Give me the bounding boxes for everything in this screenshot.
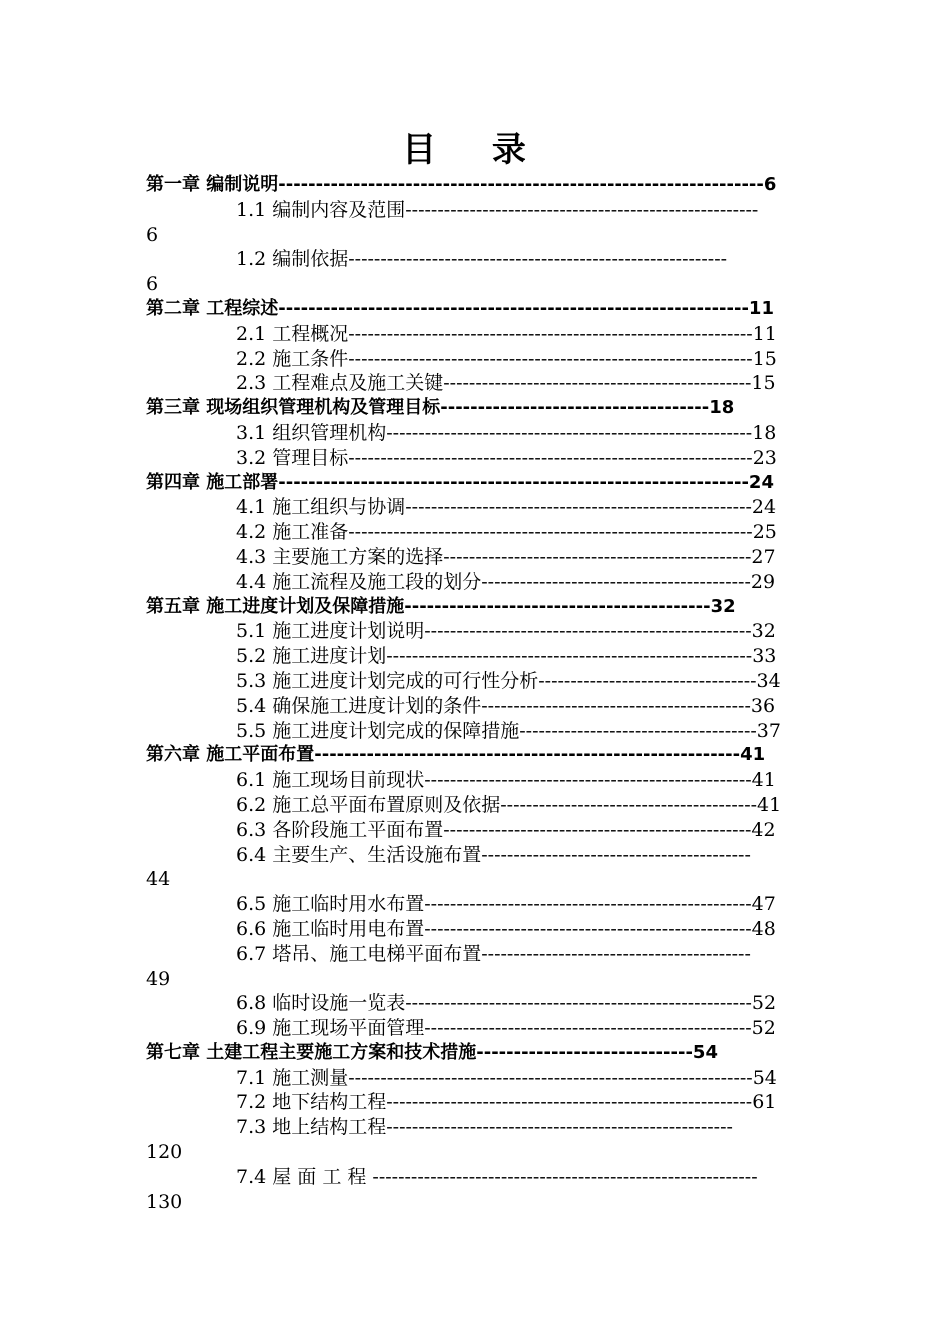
- toc-section-entry: 2.3 工程难点及施工关键------------------------------------------------15: [236, 372, 776, 395]
- toc-page-number: 120: [146, 1141, 183, 1164]
- toc-title: 目 录: [402, 130, 548, 170]
- toc-section-entry: 1.2 编制依据-----------------------------------------------------------: [236, 248, 728, 271]
- toc-section-entry: 4.4 施工流程及施工段的划分------------------------------------------29: [236, 570, 776, 593]
- toc-chapter-entry: 第五章 施工进度计划及保障措施-----------------------------------------32: [146, 595, 736, 617]
- table-of-contents: [146, 173, 810, 1214]
- toc-page-number: 6: [146, 273, 159, 296]
- toc-section-entry: 7.2 地下结构工程---------------------------------------------------------61: [236, 1091, 777, 1114]
- toc-chapter-entry: 第一章 编制说明-----------------------------------------------------------------6: [146, 174, 777, 195]
- toc-chapter-entry: 第六章 施工平面布置---------------------------------------------------------41: [146, 744, 766, 766]
- toc-section-entry: 6.8 临时设施一览表------------------------------------------------------52: [236, 992, 777, 1015]
- toc-page-number: 49: [146, 967, 171, 990]
- toc-section-entry: 2.2 施工条件---------------------------------------------------------------15: [236, 347, 777, 370]
- toc-chapter-entry: 第七章 土建工程主要施工方案和技术措施-----------------------------54: [146, 1041, 718, 1063]
- toc-section-entry: 5.5 施工进度计划完成的保障措施-------------------------------------37: [236, 719, 781, 742]
- toc-chapter-entry: 第三章 现场组织管理机构及管理目标------------------------------------18: [146, 397, 735, 419]
- toc-section-entry: 4.1 施工组织与协调------------------------------------------------------24: [236, 496, 777, 519]
- toc-chapter-entry: 第四章 施工部署---------------------------------------------------------------24: [146, 471, 774, 493]
- toc-section-entry: 6.4 主要生产、生活设施布置------------------------------------------: [236, 843, 751, 866]
- toc-section-entry: 5.2 施工进度计划---------------------------------------------------------33: [236, 645, 777, 668]
- toc-section-entry: 3.2 管理目标---------------------------------------------------------------23: [236, 446, 777, 469]
- toc-section-entry: 2.1 工程概况---------------------------------------------------------------11: [236, 322, 777, 345]
- toc-page-number: 130: [146, 1190, 183, 1213]
- toc-section-entry: 7.1 施工测量---------------------------------------------------------------54: [236, 1066, 777, 1089]
- toc-section-entry: 4.3 主要施工方案的选择------------------------------------------------27: [236, 545, 776, 568]
- toc-section-entry: 5.1 施工进度计划说明---------------------------------------------------32: [236, 620, 776, 643]
- toc-section-entry: 6.7 塔吊、施工电梯平面布置------------------------------------------: [236, 942, 751, 965]
- toc-section-entry: 7.4 屋 面 工 程 ------------------------------------------------------------: [236, 1165, 758, 1188]
- toc-section-entry: 6.5 施工临时用水布置---------------------------------------------------47: [236, 893, 776, 916]
- toc-page-number: 44: [146, 868, 171, 891]
- toc-page-number: 6: [146, 223, 159, 246]
- toc-section-entry: 1.1 编制内容及范围-------------------------------------------------------: [236, 198, 759, 221]
- toc-section-entry: 5.4 确保施工进度计划的条件------------------------------------------36: [236, 694, 776, 717]
- toc-section-entry: 6.6 施工临时用电布置---------------------------------------------------48: [236, 917, 776, 940]
- toc-section-entry: 3.1 组织管理机构---------------------------------------------------------18: [236, 421, 777, 444]
- toc-section-entry: 5.3 施工进度计划完成的可行性分析----------------------------------34: [236, 669, 781, 692]
- toc-section-entry: 7.3 地上结构工程------------------------------------------------------: [236, 1116, 733, 1139]
- toc-section-entry: 6.2 施工总平面布置原则及依据----------------------------------------41: [236, 793, 782, 816]
- toc-section-entry: 6.3 各阶段施工平面布置------------------------------------------------42: [236, 818, 776, 841]
- toc-section-entry: 6.1 施工现场目前现状---------------------------------------------------41: [236, 769, 776, 792]
- toc-chapter-entry: 第二章 工程综述---------------------------------------------------------------11: [146, 297, 774, 319]
- toc-section-entry: 4.2 施工准备---------------------------------------------------------------25: [236, 521, 777, 544]
- toc-section-entry: 6.9 施工现场平面管理---------------------------------------------------52: [236, 1017, 776, 1040]
